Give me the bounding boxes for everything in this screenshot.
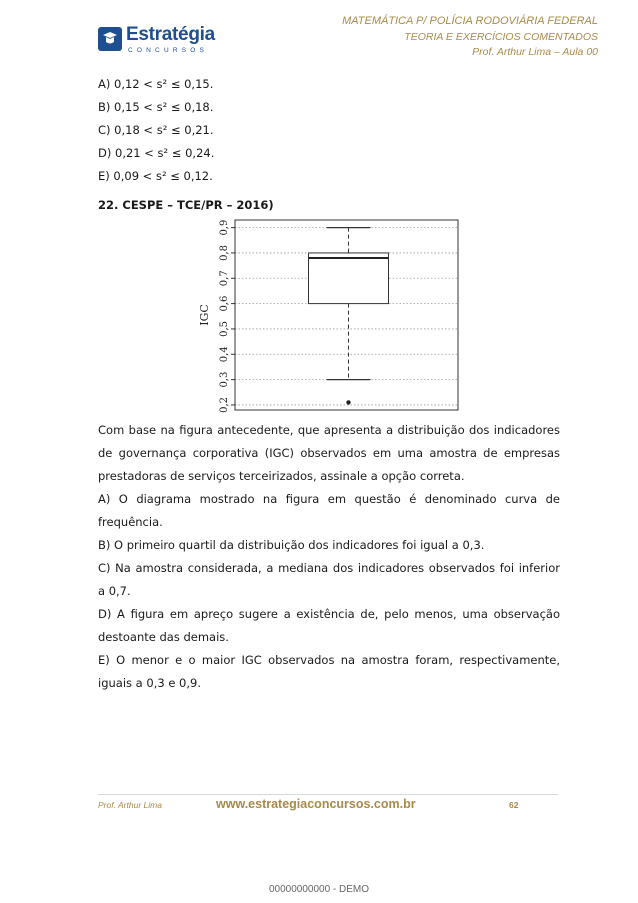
question-title: 22. CESPE – TCE/PR – 2016) (98, 198, 274, 212)
answer-option: D) A figura em apreço sugere a existência de, pelo menos, uma observação destoante das demais. (98, 607, 560, 644)
demo-watermark: 00000000000 - DEMO (268, 884, 370, 895)
y-tick-label: 0,7 (219, 270, 230, 287)
logo-name: Estratégia (126, 24, 215, 45)
iqr-box (309, 253, 389, 304)
y-tick-label: 0,5 (219, 320, 230, 337)
y-tick-label: 0,6 (219, 295, 230, 312)
logo-subtitle: CONCURSOS (128, 47, 209, 54)
y-tick-label: 0,2 (219, 396, 230, 413)
answer-option: A) O diagrama mostrado na figura em questão é denominado curva de frequência. (98, 492, 560, 529)
y-tick-label: 0,8 (219, 244, 230, 261)
outlier-point (346, 400, 350, 404)
footer-website: www.estrategiaconcursos.com.br (216, 797, 416, 811)
estrategia-logo (98, 24, 238, 55)
y-axis-label: IGC (198, 304, 211, 326)
answer-option: E) O menor e o maior IGC observados na amostra foram, respectivamente, iguais a 0,3 e 0,9. (98, 653, 560, 690)
page-number: 62 (509, 800, 519, 810)
header-subtitle: TEORIA E EXERCÍCIOS COMENTADOS (404, 30, 598, 43)
y-tick-label: 0,4 (219, 346, 230, 363)
option-line: E) 0,09 < s² ≤ 0,12. (98, 169, 213, 183)
y-tick-label: 0,3 (219, 371, 230, 388)
footer-author: Prof. Arthur Lima (98, 800, 162, 810)
header-lesson: Prof. Arthur Lima – Aula 00 (472, 46, 598, 58)
answer-option: B) O primeiro quartil da distribuição dos indicadores foi igual a 0,3. (98, 538, 485, 552)
y-tick-label: 0,9 (219, 219, 230, 236)
boxplot-chart (193, 214, 468, 414)
question-statement: Com base na figura antecedente, que apresenta a distribuição dos indicadores de governança corporativa (IGC) observados em uma amostra de empresas prestadoras de serviços terceirizados, assinale a opção correta. (98, 423, 560, 483)
boxplot-figure (193, 214, 468, 414)
previous-options (98, 73, 214, 188)
option-line: B) 0,15 < s² ≤ 0,18. (98, 100, 214, 114)
option-line: D) 0,21 < s² ≤ 0,24. (98, 146, 215, 160)
plot-border (235, 220, 458, 410)
question-body (98, 419, 560, 695)
footer-divider (98, 794, 558, 795)
page-header (342, 14, 598, 61)
header-course: MATEMÁTICA P/ POLÍCIA RODOVIÁRIA FEDERAL (342, 15, 598, 27)
answer-option: C) Na amostra considerada, a mediana dos indicadores observados foi inferior a 0,7. (98, 561, 560, 598)
option-line: A) 0,12 < s² ≤ 0,15. (98, 77, 214, 91)
logo-badge-icon (98, 27, 122, 51)
option-line: C) 0,18 < s² ≤ 0,21. (98, 123, 214, 137)
